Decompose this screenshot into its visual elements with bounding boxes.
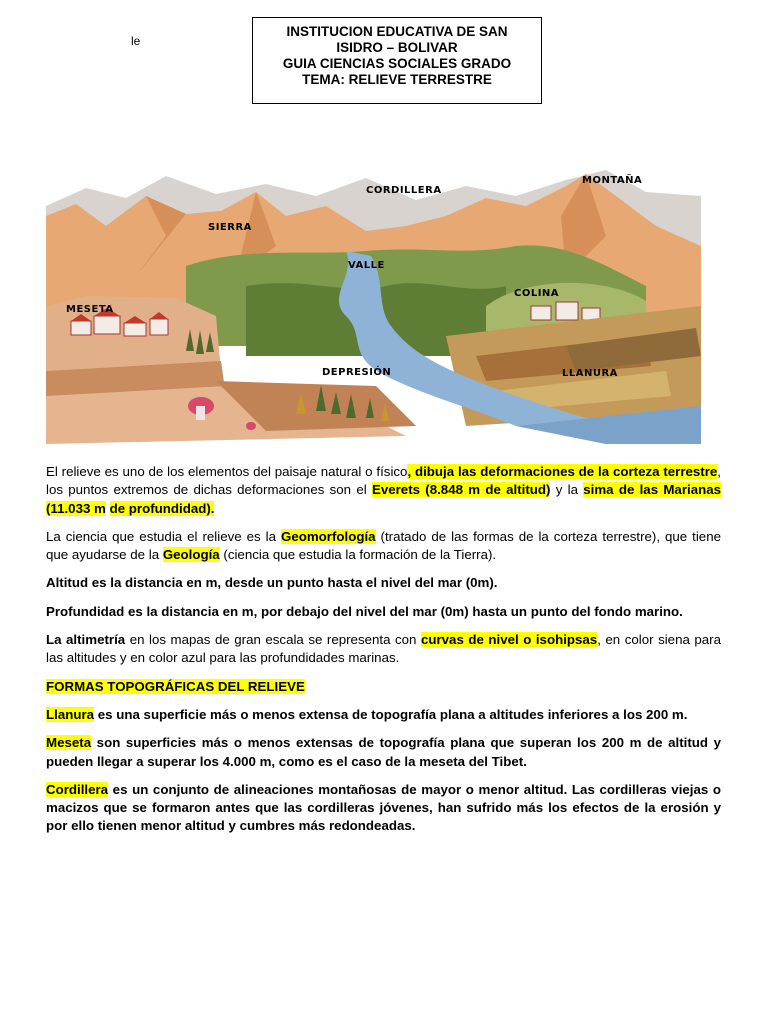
label-colina: COLINA <box>514 288 560 299</box>
text: en los mapas de gran escala se representa con <box>125 632 421 648</box>
label-cordillera: CORDILLERA <box>366 185 442 196</box>
label-sierra: SIERRA <box>208 222 252 233</box>
highlight: Geomorfología <box>281 528 376 544</box>
text: La altimetría <box>46 632 126 648</box>
header-line-3: GUIA CIENCIAS SOCIALES GRADO <box>282 56 512 71</box>
header-line-2: ISIDRO – BOLIVAR <box>336 40 458 55</box>
guide-body <box>46 463 721 846</box>
header-line-1: INSTITUCION EDUCATIVA DE SAN <box>286 24 508 39</box>
document-header <box>252 17 542 104</box>
text: es una superficie más o menos extensa de topografía plana a altitudes inferiores a los 200 m. <box>94 706 688 722</box>
highlight: Meseta <box>46 735 92 751</box>
paragraph-profundidad: Profundidad es la distancia en m, por debajo del nivel del mar (0m) hasta un punto del fondo marino. <box>46 603 683 619</box>
paragraph-geomorfologia <box>46 528 721 565</box>
highlight: sima de las Marianas (11.033 m <box>46 482 722 516</box>
text: El relieve es uno de los elementos del paisaje natural o físico <box>46 464 408 479</box>
text: La ciencia que estudia el relieve es la <box>46 528 281 544</box>
text: , en color siena para las altitudes y en color azul para las profundidades marinas. <box>46 632 721 666</box>
label-valle: VALLE <box>348 260 385 271</box>
label-meseta: MESETA <box>66 304 114 315</box>
paragraph-cordillera <box>46 781 721 836</box>
corner-note: le <box>131 34 141 48</box>
highlight: de profundidad). <box>109 500 215 516</box>
text: son superficies más o menos extensas de topografía plana que superan los 200 m de altitud y pueden llegar a superar los 4.000 m, como es el caso de la meseta del Tibet. <box>46 735 721 769</box>
text: , los puntos extremos de dichas deformaciones son el <box>46 464 721 498</box>
highlight: FORMAS TOPOGRÁFICAS DEL RELIEVE <box>46 678 305 694</box>
section-heading <box>46 678 721 696</box>
text: (ciencia que estudia la formación de la Tierra). <box>219 547 497 563</box>
text: (tratado de las formas de la corteza terrestre), que tiene que ayudarse de la <box>46 528 721 563</box>
paragraph-altimetria <box>46 631 721 668</box>
label-llanura: LLANURA <box>562 368 618 379</box>
paragraph-meseta <box>46 734 721 771</box>
label-montana: MONTAÑA <box>582 175 643 186</box>
highlight: Everets (8.848 m de altitud) <box>371 482 551 498</box>
paragraph-relieve <box>46 463 721 518</box>
paragraph-llanura <box>46 706 721 724</box>
text: y la <box>550 482 584 498</box>
highlight: curvas de nivel o isohipsas <box>420 632 598 648</box>
highlight: Geología <box>162 547 220 563</box>
label-depresion: DEPRESIÓN <box>322 367 392 378</box>
highlight: Cordillera <box>46 781 109 797</box>
paragraph-altitud: Altitud es la distancia en m, desde un punto hasta el nivel del mar (0m). <box>46 575 498 591</box>
highlight: , dibuja las deformaciones de la corteza terrestre <box>407 464 718 479</box>
relief-illustration <box>46 156 701 444</box>
header-line-4: TEMA: RELIEVE TERRESTRE <box>302 72 492 87</box>
highlight: Llanura <box>46 706 95 722</box>
text: es un conjunto de alineaciones montañosas de mayor o menor altitud. Las cordilleras viejas o macizos que se formaron antes que las cordilleras jóvenes, han sufrido más los efectos de la erosión y por ello tienen menor altitud y cumbres más redondeadas. <box>46 781 721 834</box>
